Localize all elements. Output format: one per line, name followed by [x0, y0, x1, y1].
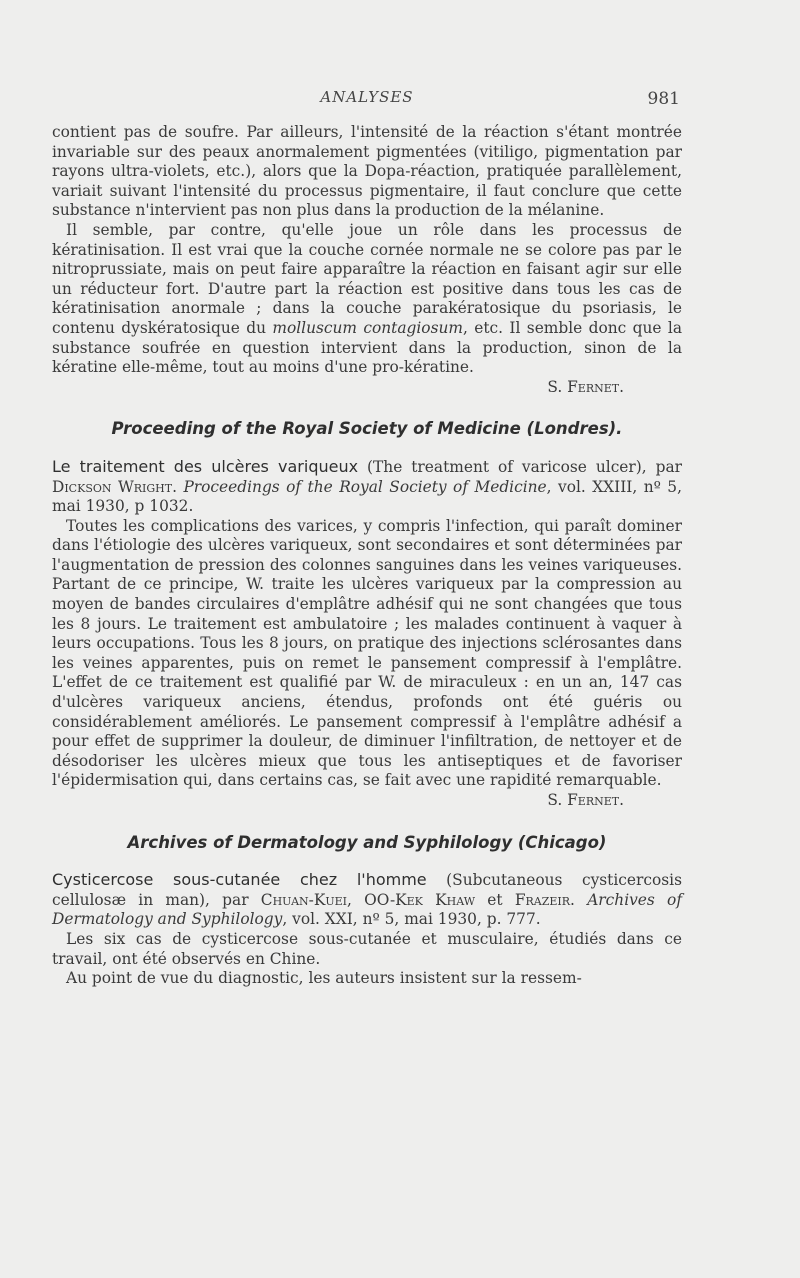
reference: , vol. XXIII, nº 5, mai 1930, p 1032. — [52, 477, 682, 516]
page-number: 981 — [647, 89, 680, 109]
paragraph: Toutes les complications des varices, y compris l'infection, qui paraît dominer dans l'étiologie des ulcères variqueux, sont secondaires et sont déterminées par l'augmentation de pression des colonnes sanguines dans les veines variqueuses. Partant de ce principe, W. traite les ulcères variqueux par la compression au moyen de bandes circulaires d'emplâtre adhésif qui ne sont changées que tous les 8 jours. Le traitement est ambulatoire ; les malades continuent à vaquer à leurs occupations. Tous les 8 jours, on pratique des injections sclérosantes dans les veines apparentes, puis on remet le pansement compressif à l'emplâtre. L'effet de ce traitement est qualifié par W. de miraculeux : en un an, 147 cas d'ulcères variqueux anciens, étendus, profonds ont été guéris ou considérablement améliorés. Le pansement compressif à l'emplâtre adhésif a pour effet de supprimer la douleur, de diminuer l'infiltration, de nettoyer et de désodoriser les ulcères mieux que tous les antiseptiques et de favoriser l'épidermisation qui, dans certains cas, se fait avec une rapidité remarquable. — [52, 516, 682, 790]
text-run-italic: molluscum contagiosum — [272, 318, 463, 337]
article-original-title: (Subcutaneous cysticercosis cellulosæ in man), par — [52, 871, 682, 909]
paragraph: contient pas de soufre. Par ailleurs, l'intensité de la réaction s'étant montrée invariable sur des peaux anormalement pigmentées (vitiligo, pigmentation par rayons ultra-violets, etc.), alors que la Dopa-réaction, pratiquée parallèlement, variait suivant l'intensité du processus pigmentaire, il faut conclure que cette substance n'intervient pas non plus dans la production de la mélanine. — [52, 123, 682, 220]
text-run: Il semble, par contre, qu'elle joue un rôle dans les processus de kératinisation. Il est vrai que la couche cornée normale ne se colore pas par le nitroprussiate, mais on peut faire apparaître la réaction en faisant agir sur elle un réducteur fort. D'autre part la réaction est positive dans tous les cas de kératinisation anormale ; dans la couche parakératosique du psoriasis, le contenu dyskératosique du — [52, 220, 682, 337]
author: Dickson Wright — [52, 477, 173, 496]
article-title: Le traitement des ulcères variqueux — [52, 456, 359, 476]
article-original-title: (The treatment of varicose ulcer), par — [358, 457, 682, 476]
author: Frazeir — [514, 890, 571, 909]
signature: S. Fernet. — [547, 377, 624, 396]
paragraph: Les six cas de cysticercose sous-cutanée et musculaire, étudiés dans ce travail, ont été observés en Chine. — [52, 929, 682, 968]
text-run: , etc. Il semble donc que la substance soufrée en question intervient dans la production, sinon de la kératine elle-même, tout au moins d'une pro-kératine. — [52, 318, 683, 377]
page-header — [52, 88, 682, 112]
paragraph: Au point de vue du diagnostic, les auteurs insistent sur la ressem- — [66, 969, 582, 988]
journal-name: Proceedings of the Royal Society of Medicine — [183, 477, 547, 496]
page-body — [52, 123, 682, 989]
journal-heading: Archives of Dermatology and Syphilology (Chicago) — [127, 832, 607, 852]
journal-name: Archives of Dermatology and Syphilology — [52, 890, 683, 929]
separator: . — [570, 890, 588, 909]
author: OO-Kek Khaw — [364, 890, 476, 909]
journal-heading: Proceeding of the Royal Society of Medicine (Londres). — [111, 419, 623, 439]
author: Chuan-Kuei — [260, 890, 348, 909]
separator: . — [172, 477, 184, 496]
paragraph — [52, 221, 682, 378]
article-header — [52, 870, 682, 930]
signature: S. Fernet. — [547, 791, 624, 809]
separator: et — [475, 890, 515, 909]
running-title: ANALYSES — [320, 88, 414, 106]
reference: , vol. XXI, nº 5, mai 1930, p. 777. — [282, 910, 541, 929]
separator: , — [347, 890, 365, 909]
article-header — [52, 457, 682, 517]
article-title: Cysticercose sous-cutanée chez l'homme — [52, 870, 427, 890]
